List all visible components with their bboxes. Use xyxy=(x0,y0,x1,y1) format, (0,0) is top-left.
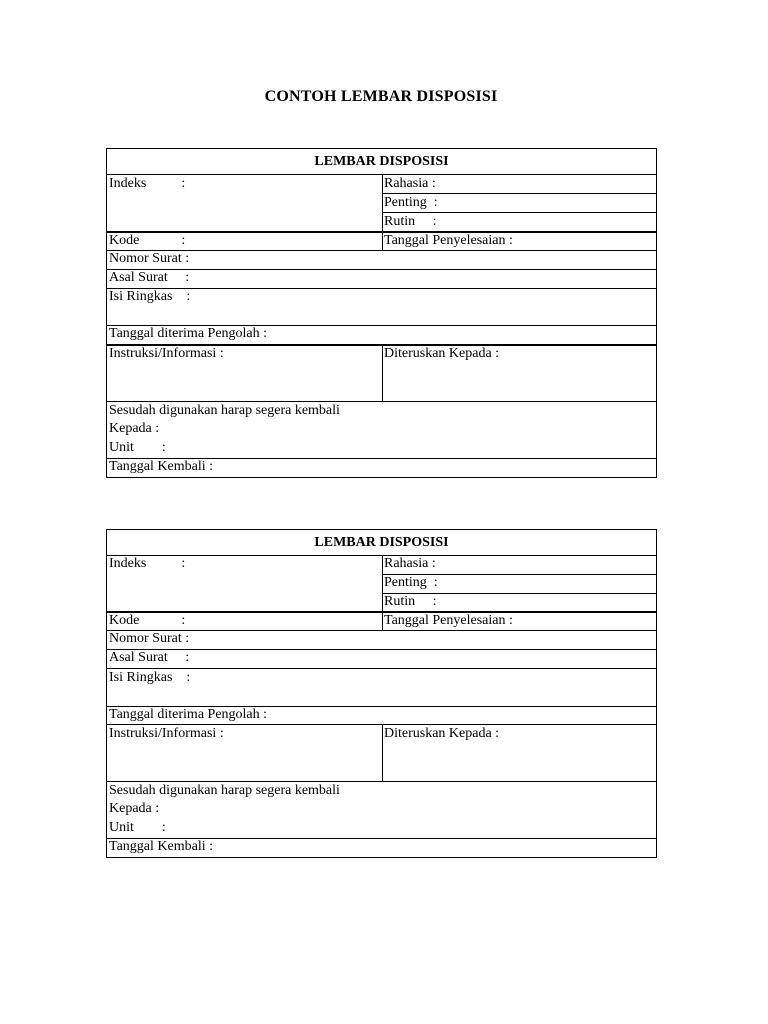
kode-label: Kode : xyxy=(109,613,186,628)
sesudah-text: Sesudah digunakan harap segera kembali xyxy=(109,403,340,418)
divider xyxy=(107,630,656,631)
rahasia-label: Rahasia : xyxy=(384,556,436,571)
diteruskan-label: Diteruskan Kepada : xyxy=(384,346,500,361)
isi-ringkas-label: Isi Ringkas : xyxy=(109,670,191,685)
tanggal-diterima-label: Tanggal diterima Pengolah : xyxy=(109,707,268,722)
rutin-label: Rutin : xyxy=(384,214,437,229)
kepada-label: Kepada : xyxy=(109,421,160,436)
sesudah-text: Sesudah digunakan harap segera kembali xyxy=(109,783,340,798)
divider xyxy=(107,649,656,650)
form-header: LEMBAR DISPOSISI xyxy=(314,535,449,550)
indeks-label: Indeks : xyxy=(109,556,186,571)
divider xyxy=(107,269,656,270)
divider xyxy=(382,174,383,250)
indeks-label: Indeks : xyxy=(109,176,186,191)
divider xyxy=(382,555,383,630)
kode-label: Kode : xyxy=(109,233,186,248)
divider xyxy=(382,724,383,781)
tanggal-kembali-label: Tanggal Kembali : xyxy=(109,839,213,854)
disposition-form-1 xyxy=(106,148,657,478)
tanggal-penyelesaian-label: Tanggal Penyelesaian : xyxy=(384,613,513,628)
page-title: CONTOH LEMBAR DISPOSISI xyxy=(264,88,498,105)
isi-ringkas-label: Isi Ringkas : xyxy=(109,289,191,304)
diteruskan-label: Diteruskan Kepada : xyxy=(384,726,500,741)
divider xyxy=(107,250,656,251)
tanggal-kembali-label: Tanggal Kembali : xyxy=(109,459,213,474)
asal-surat-label: Asal Surat : xyxy=(109,270,190,285)
unit-label: Unit : xyxy=(109,820,166,835)
unit-label: Unit : xyxy=(109,440,166,455)
penting-label: Penting : xyxy=(384,195,438,210)
nomor-surat-label: Nomor Surat : xyxy=(109,631,190,646)
tanggal-diterima-label: Tanggal diterima Pengolah : xyxy=(109,326,268,341)
divider xyxy=(382,345,383,401)
penting-label: Penting : xyxy=(384,575,438,590)
disposition-form-2 xyxy=(106,529,657,858)
instruksi-label: Instruksi/Informasi : xyxy=(109,726,224,741)
form-header: LEMBAR DISPOSISI xyxy=(314,154,449,169)
tanggal-penyelesaian-label: Tanggal Penyelesaian : xyxy=(384,233,513,248)
nomor-surat-label: Nomor Surat : xyxy=(109,251,190,266)
rutin-label: Rutin : xyxy=(384,594,437,609)
instruksi-label: Instruksi/Informasi : xyxy=(109,346,224,361)
kepada-label: Kepada : xyxy=(109,801,160,816)
asal-surat-label: Asal Surat : xyxy=(109,650,190,665)
rahasia-label: Rahasia : xyxy=(384,176,436,191)
